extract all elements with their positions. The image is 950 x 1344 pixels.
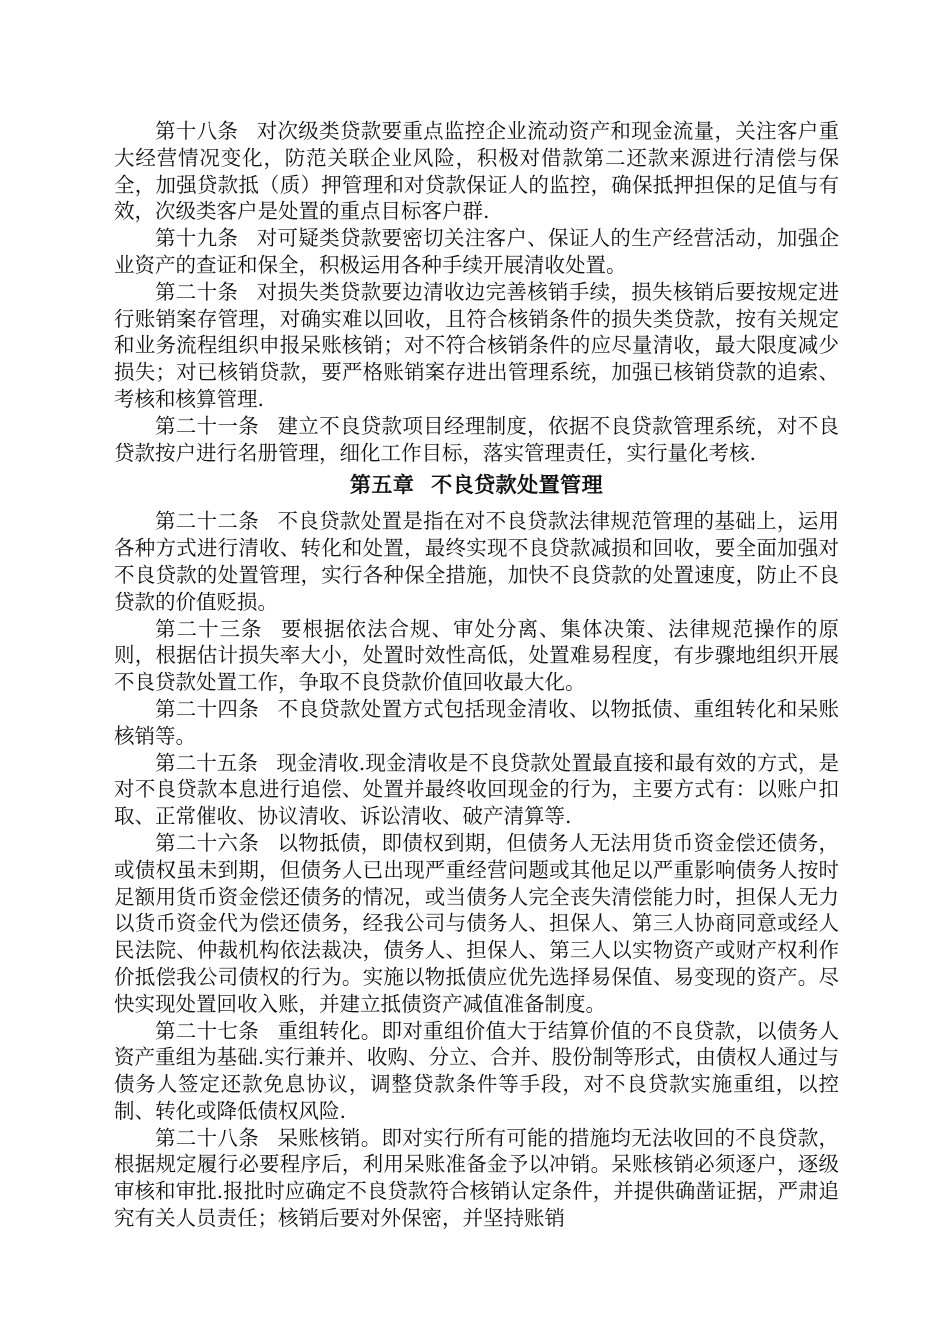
article-text: 现金清收.现金清收是不良贷款处置最直接和最有效的方式，是对不良贷款本息进行追偿、处置并最终收回现金的行为，主要方式有：以账户扣取、正常催收、协议清收、诉讼清收、破产清算等.: [114, 750, 840, 829]
article-text: 以物抵债，即债权到期，但债务人无法用货币资金偿还债务，或债权虽未到期，但债务人已出现严重经营问题或其他足以严重影响债务人按时足额用货币资金偿还债务的情况，或当债务人完全丧失清偿能力时，担保人无力以货币资金代为偿还债务，经我公司与债务人、担保人、第三人协商同意或经人民法院、仲裁机构依法裁决，债务人、担保人、第三人以实物资产或财产权利作价抵偿我公司债权的行为。实施以物抵债应优先选择易保值、易变现的资产。尽快实现处置回收入账，并建立抵债资产减值准备制度。: [114, 830, 840, 1016]
document-page: [114, 118, 839, 1232]
article-paragraph: [114, 1125, 839, 1232]
chapter-number: 第五章: [349, 473, 415, 498]
chapter-title: 不良贷款处置管理: [431, 473, 604, 498]
article-text: 不良贷款处置是指在对不良贷款法律规范管理的基础上，运用各种方式进行清收、转化和处置，最终实现不良贷款减损和回收，要全面加强对不良贷款的处置管理，实行各种保全措施，加快不良贷款的处置速度，防止不良贷款的价值贬损。: [114, 509, 840, 614]
article-paragraph: [114, 696, 839, 750]
article-text: 呆账核销。即对实行所有可能的措施均无法收回的不良贷款，根据规定履行必要程序后，利用呆账准备金予以冲销。呆账核销必须逐户，逐级审核和审批.报批时应确定不良贷款符合核销认定条件，并提供确凿证据，严肃追究有关人员责任；核销后要对外保密，并坚持账销: [114, 1125, 840, 1231]
article-number: 第二十八条: [155, 1125, 260, 1150]
article-paragraph: [114, 616, 839, 696]
article-paragraph: [114, 1018, 839, 1125]
article-text: 对损失类贷款要边清收边完善核销手续，损失核销后要按规定进行账销案存管理，对确实难以回收，且符合核销条件的损失类贷款，按有关规定和业务流程组织申报呆账核销；对不符合核销条件的应尽量清收，最大限度减少损失；对已核销贷款，要严格账销案存进出管理系统，加强已核销贷款的追索、考核和核算管理.: [114, 279, 839, 411]
article-number: 第十八条: [155, 119, 239, 143]
article-number: 第二十七条: [155, 1018, 260, 1043]
article-paragraph: [114, 750, 839, 830]
article-paragraph: [114, 279, 839, 413]
article-number: 第二十六条: [155, 830, 260, 855]
article-number: 第二十四条: [155, 696, 260, 721]
article-number: 第二十五条: [155, 750, 258, 775]
article-text: 建立不良贷款项目经理制度，依据不良贷款管理系统，对不良贷款按户进行名册管理，细化工作目标，落实管理责任，实行量化考核.: [114, 413, 840, 465]
article-text: 重组转化。即对重组价值大于结算价值的不良贷款，以债务人资产重组为基础.实行兼并、收购、分立、合并、股份制等形式，由债权人通过与债务人签定还款免息协议，调整贷款条件等手段，对不良贷款实施重组，以控制、转化或降低债权风险.: [114, 1018, 840, 1123]
article-paragraph: [114, 830, 839, 1018]
article-paragraph: [114, 225, 839, 279]
article-number: 第二十三条: [155, 616, 263, 641]
article-text: 要根据依法合规、审处分离、集体决策、法律规范操作的原则，根据估计损失率大小，处置时效性高低，处置难易程度，有步骤地组织开展不良贷款处置工作，争取不良贷款价值回收最大化。: [114, 616, 840, 695]
article-text: 对可疑类贷款要密切关注客户、保证人的生产经营活动，加强企业资产的查证和保全，积极运用各种手续开展清收处置。: [114, 226, 839, 277]
article-number: 第十九条: [155, 226, 239, 251]
article-text: 不良贷款处置方式包括现金清收、以物抵债、重组转化和呆账核销等。: [114, 696, 840, 748]
article-paragraph: [114, 508, 839, 615]
article-number: 第二十二条: [155, 509, 260, 534]
article-text: 对次级类贷款要重点监控企业流动资产和现金流量，关注客户重大经营情况变化，防范关联企业风险，积极对借款第二还款来源进行清偿与保全，加强贷款抵（质）押管理和对贷款保证人的监控，确保抵押担保的足值与有效，次级类客户是处置的重点目标客户群.: [114, 119, 839, 224]
chapter-heading: [114, 470, 839, 500]
article-paragraph: [114, 118, 839, 225]
article-number: 第二十一条: [155, 413, 260, 438]
article-paragraph: [114, 413, 839, 467]
article-number: 第二十条: [155, 279, 239, 304]
